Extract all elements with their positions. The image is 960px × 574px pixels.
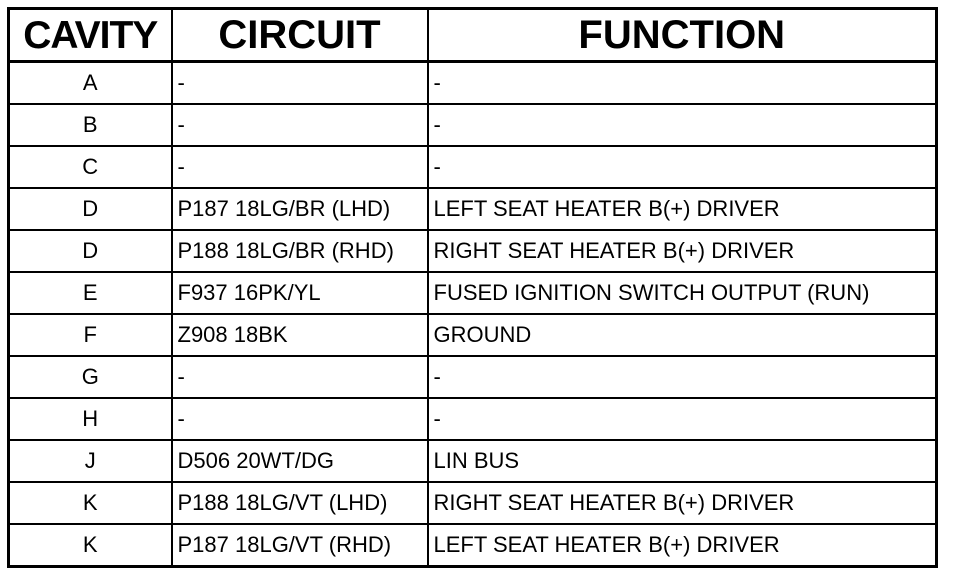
circuit-cell: - [172,146,428,188]
function-cell: - [428,356,937,398]
table-row [9,440,937,482]
table-row [9,230,937,272]
circuit-cell: Z908 18BK [172,314,428,356]
function-cell: LEFT SEAT HEATER B(+) DRIVER [428,188,937,230]
table-row [9,146,937,188]
circuit-cell: - [172,104,428,146]
circuit-cell: F937 16PK/YL [172,272,428,314]
circuit-cell: P188 18LG/VT (LHD) [172,482,428,524]
cavity-cell: D [9,230,172,272]
table-row [9,272,937,314]
circuit-cell: - [172,398,428,440]
table-row [9,398,937,440]
table-row [9,356,937,398]
connector-pinout-table [7,7,938,568]
function-cell: RIGHT SEAT HEATER B(+) DRIVER [428,482,937,524]
function-cell: - [428,146,937,188]
header-row [9,9,937,62]
cavity-cell: A [9,62,172,105]
circuit-column-header: CIRCUIT [172,9,428,62]
cavity-cell: E [9,272,172,314]
cavity-cell: F [9,314,172,356]
function-cell: FUSED IGNITION SWITCH OUTPUT (RUN) [428,272,937,314]
function-cell: LIN BUS [428,440,937,482]
table-row [9,104,937,146]
cavity-cell: B [9,104,172,146]
cavity-cell: D [9,188,172,230]
function-cell: - [428,62,937,105]
function-cell: LEFT SEAT HEATER B(+) DRIVER [428,524,937,567]
cavity-column-header: CAVITY [9,9,172,62]
function-cell: RIGHT SEAT HEATER B(+) DRIVER [428,230,937,272]
table-body [9,62,937,567]
function-cell: GROUND [428,314,937,356]
table-row [9,482,937,524]
table-header [9,9,937,62]
table-row [9,314,937,356]
table-row [9,188,937,230]
cavity-cell: C [9,146,172,188]
circuit-cell: P187 18LG/BR (LHD) [172,188,428,230]
function-cell: - [428,104,937,146]
cavity-cell: J [9,440,172,482]
circuit-cell: - [172,62,428,105]
circuit-cell: P188 18LG/BR (RHD) [172,230,428,272]
cavity-cell: K [9,524,172,567]
function-cell: - [428,398,937,440]
cavity-cell: K [9,482,172,524]
cavity-cell: H [9,398,172,440]
table-row [9,62,937,105]
circuit-cell: P187 18LG/VT (RHD) [172,524,428,567]
circuit-cell: D506 20WT/DG [172,440,428,482]
circuit-cell: - [172,356,428,398]
function-column-header: FUNCTION [428,9,937,62]
table-row [9,524,937,567]
cavity-cell: G [9,356,172,398]
